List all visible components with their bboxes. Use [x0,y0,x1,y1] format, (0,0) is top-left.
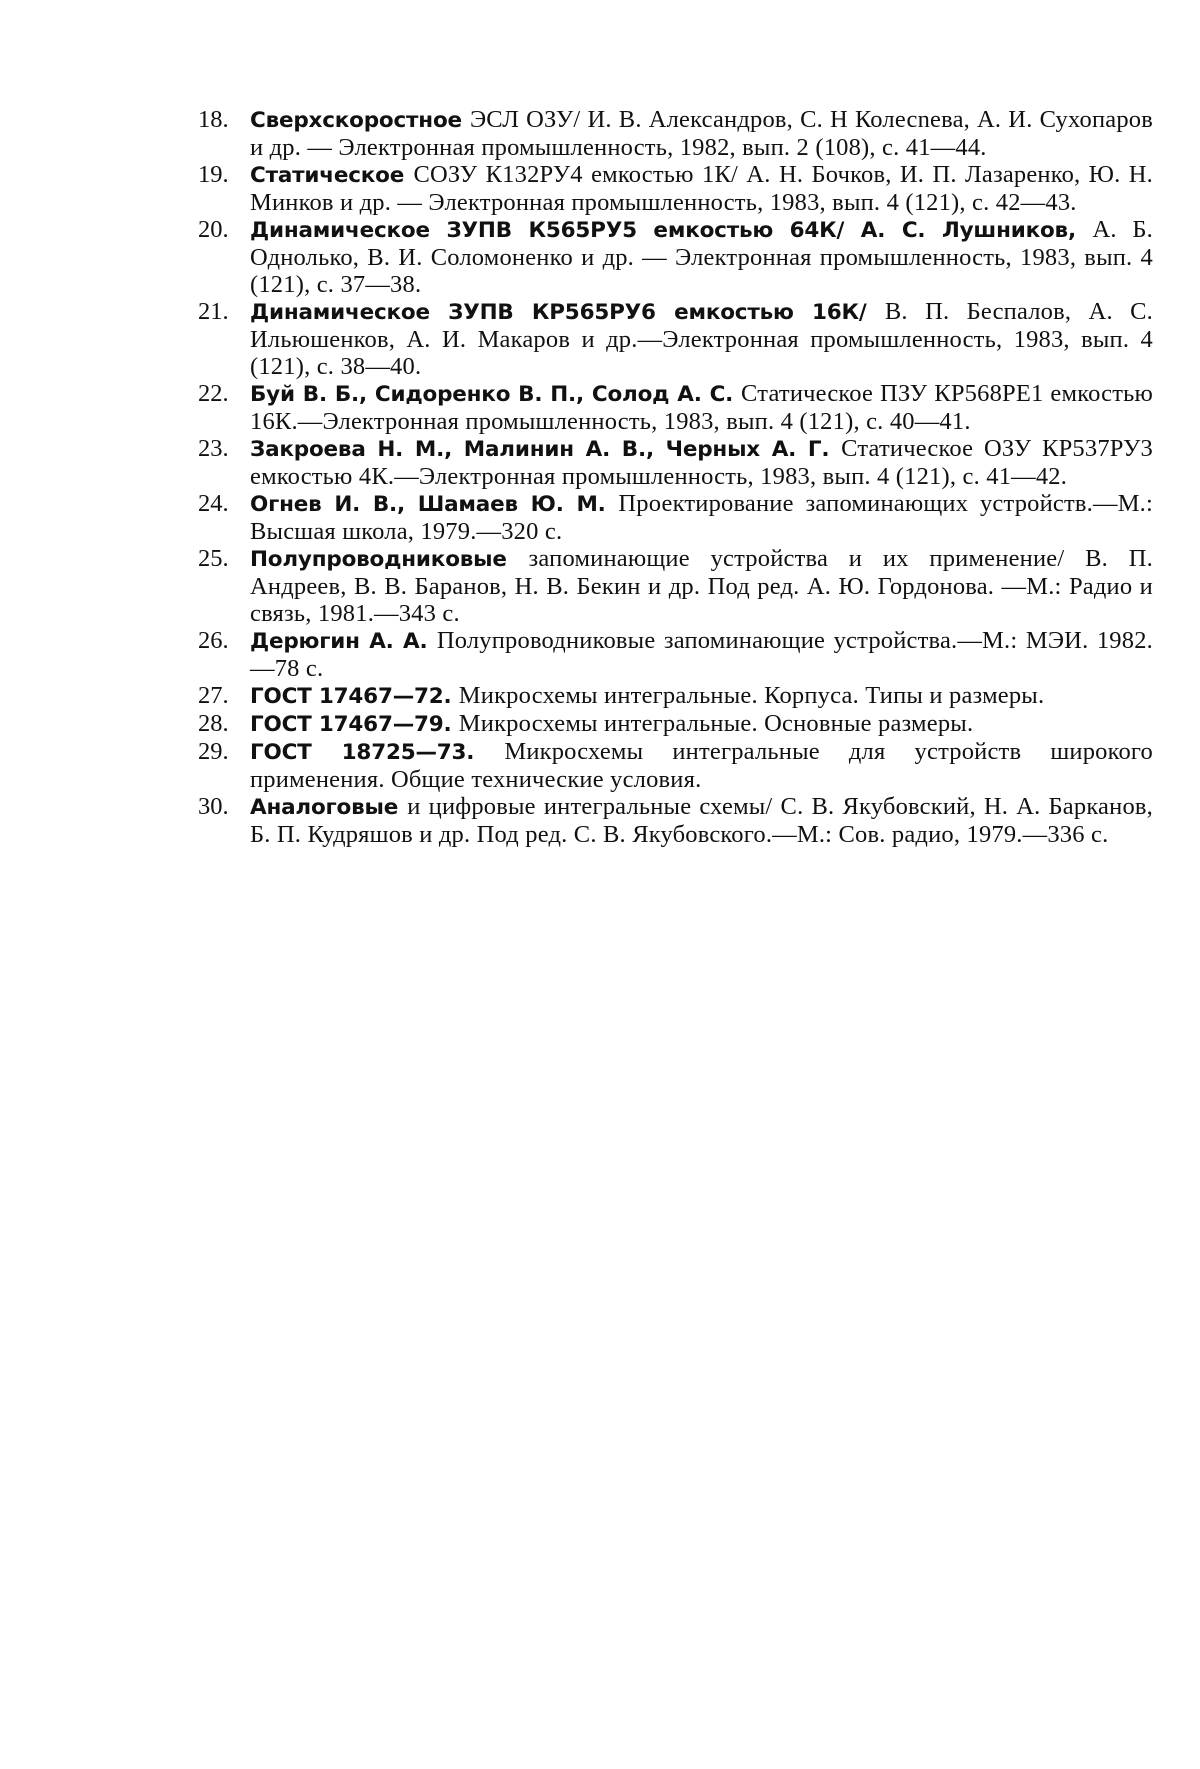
reference-text: Полупроводниковые запоминающие устройства.—М.: МЭИ. 1982.—78 с. [250,627,1153,682]
reference-item-26 [198,627,1153,682]
reference-heading: ГОСТ 17467—72. [250,684,459,709]
reference-text: Проектирование запоминающих устройств.—М.: Высшая школа, 1979.—320 с. [250,490,1154,545]
reference-number: 27. [198,682,229,709]
reference-item-24 [198,490,1153,545]
reference-heading: ГОСТ 17467—79. [250,712,459,737]
reference-heading: Динамическое ЗУПВ К565РУ5 емкостью 64К/ А. С. Лушников, [250,218,1093,243]
reference-item-22 [198,380,1153,435]
reference-heading: Сверхскоростное [250,108,470,133]
reference-item-23 [198,435,1153,490]
reference-text: Микросхемы интегральные для устройств широкого применения. Общие технические условия. [250,738,1154,793]
reference-text: Микросхемы интегральные. Основные размеры. [458,710,974,737]
reference-number: 25. [198,545,229,572]
reference-heading: Динамическое ЗУПВ КР565РУ6 емкостью 16К/ [250,300,885,325]
reference-heading: Закроева Н. М., Малинин А. В., Черных А. Г. [250,437,842,462]
reference-number: 22. [198,380,229,407]
reference-number: 19. [198,161,229,188]
reference-number: 20. [198,216,229,243]
reference-text: ЭСЛ ОЗУ/ И. В. Александров, С. Н Колесneва, А. И. Сухопаров и др. — Электронная промышленность, 1982, вып. 2 (108), с. 41—44. [250,106,1153,161]
reference-number: 26. [198,627,229,654]
reference-number: 23. [198,435,229,462]
reference-text: Микросхемы интегральные. Корпуса. Типы и размеры. [458,682,1045,709]
reference-heading: Аналоговые [250,795,408,820]
reference-item-18 [198,106,1153,161]
reference-text: СОЗУ К132РУ4 емкостью 1К/ А. Н. Бочков, И. П. Лазаренко, Ю. Н. Минков и др. — Электронная промышленность, 1983, вып. 4 (121), с. 42—43. [250,161,1154,216]
reference-list [198,106,1153,848]
reference-heading: ГОСТ 18725—73. [250,740,505,765]
reference-heading: Буй В. Б., Сидоренко В. П., Солод А. С. [250,382,742,407]
reference-text: В. П. Беспалов, А. С. Ильюшенков, А. И. Макаров и др.—Электронная промышленность, 1983, вып. 4 (121), с. 38—40. [250,298,1153,380]
reference-text: и цифровые интегральные схемы/ С. В. Якубовский, Н. А. Барканов, Б. П. Кудряшов и др. Под ред. С. В. Якубовского.—М.: Сов. радио, 1979.—336 с. [250,793,1153,848]
reference-text: Статическое ПЗУ КР568РЕ1 емкостью 16К.—Электронная промышленность, 1983, вып. 4 (121), с. 40—41. [250,380,1153,435]
reference-number: 29. [198,738,229,765]
reference-number: 28. [198,710,229,737]
reference-heading: Огнев И. В., Шамаев Ю. М. [250,492,619,517]
reference-text: Статическое ОЗУ КР537РУ3 емкостью 4К.—Электронная промышленность, 1983, вып. 4 (121), с. 41—42. [250,435,1153,490]
reference-number: 24. [198,490,229,517]
reference-heading: Дерюгин А. А. [250,629,437,654]
reference-heading: Полупроводниковые [250,547,529,572]
reference-item-29 [198,738,1153,793]
reference-number: 30. [198,793,229,820]
reference-text: запоминающие устройства и их применение/ В. П. Андреев, В. В. Баранов, Н. В. Бекин и др. Под ред. А. Ю. Гордонова. —М.: Радио и связь, 1981.—343 с. [250,545,1153,627]
reference-number: 21. [198,298,229,325]
reference-item-27 [198,682,1153,710]
reference-item-25 [198,545,1153,627]
reference-item-20 [198,216,1153,298]
reference-number: 18. [198,106,229,133]
reference-text: А. Б. Однолько, В. И. Соломоненко и др. — Электронная промышленность, 1983, вып. 4 (121), с. 37—38. [250,216,1153,298]
reference-item-19 [198,161,1153,216]
reference-heading: Статическое [250,163,414,188]
reference-item-28 [198,710,1153,738]
reference-item-21 [198,298,1153,380]
reference-item-30 [198,793,1153,848]
